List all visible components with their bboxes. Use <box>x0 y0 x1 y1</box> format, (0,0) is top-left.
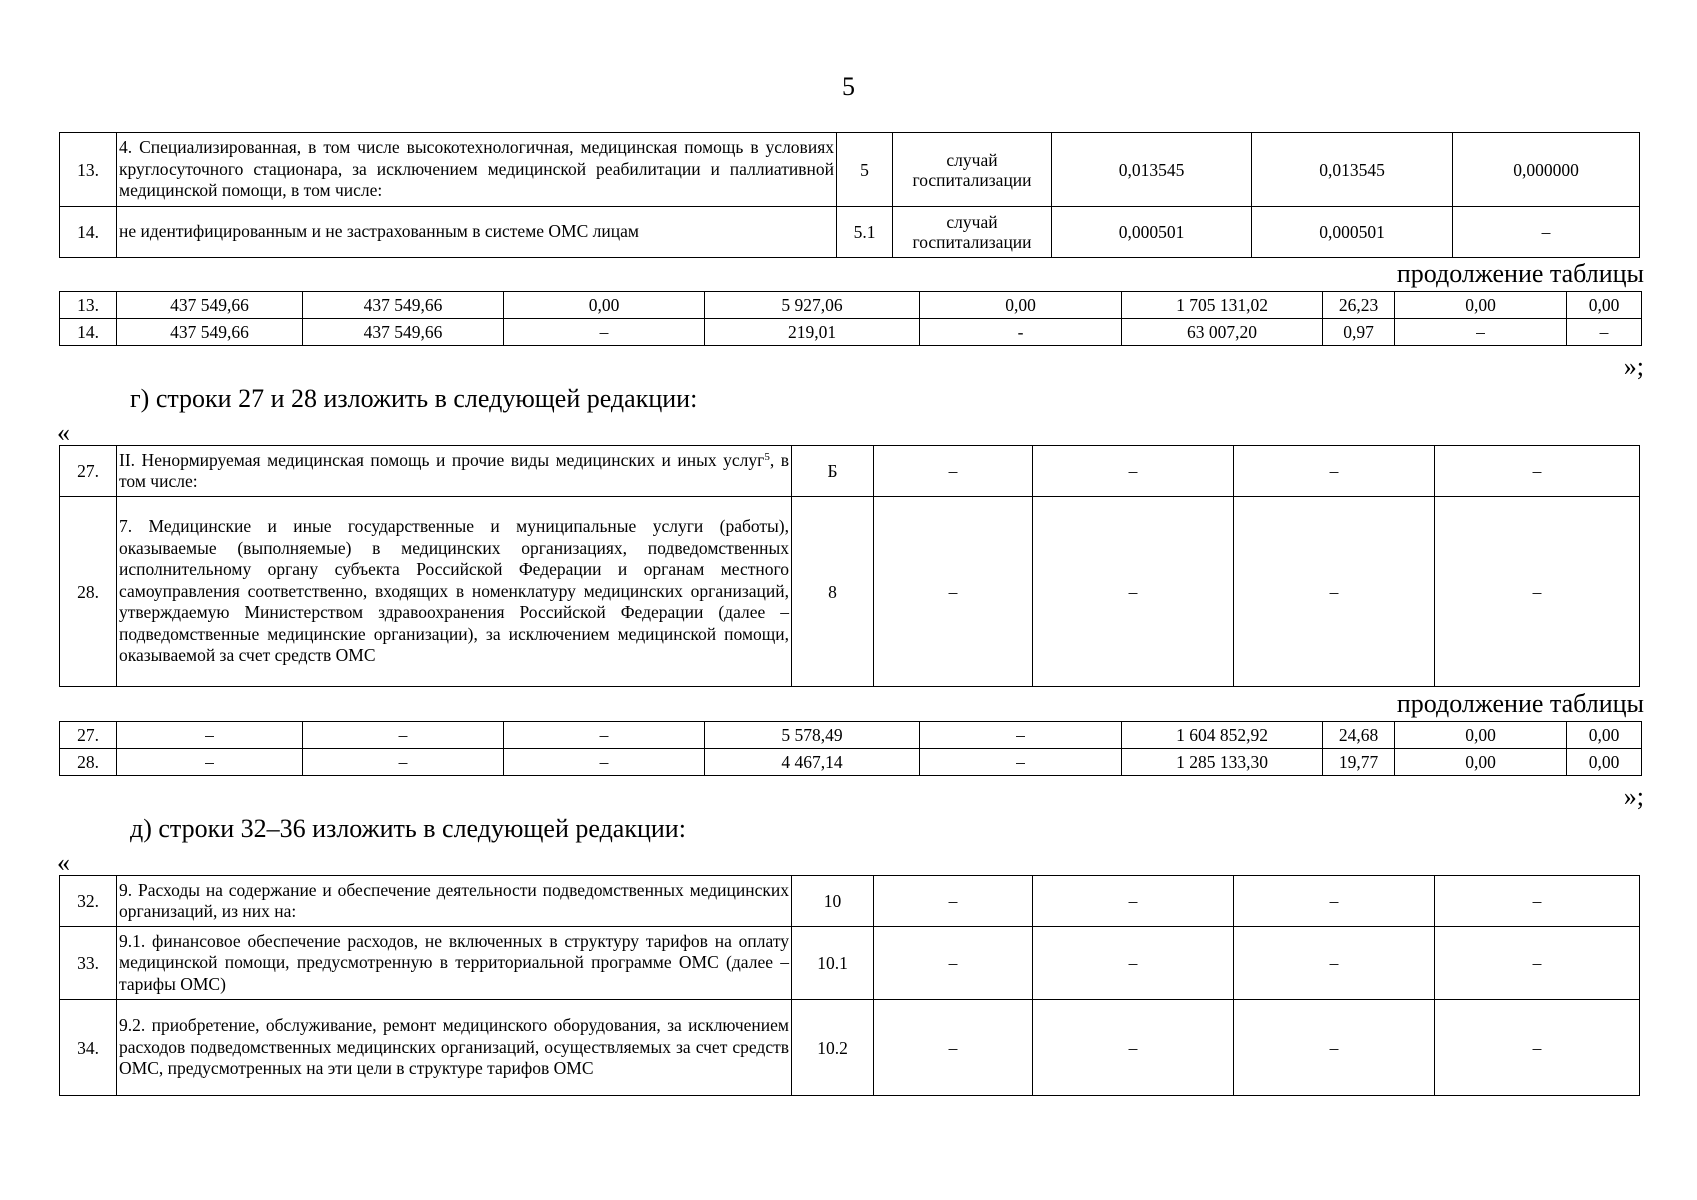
cell: – <box>303 722 504 749</box>
cell: – <box>504 319 705 346</box>
section-heading-d: д) строки 32–36 изложить в следующей редакции: <box>130 814 686 843</box>
row-unit: случай госпитализации <box>893 207 1052 258</box>
cell: – <box>504 722 705 749</box>
cell: – <box>1033 1000 1234 1096</box>
table-row <box>60 497 1640 687</box>
cell: 0,00 <box>1395 749 1567 776</box>
row-code: 5 <box>837 133 893 207</box>
page-number: 5 <box>842 72 855 101</box>
row-number: 27. <box>60 446 117 497</box>
table-row <box>60 749 1642 776</box>
cell: 0,97 <box>1323 319 1395 346</box>
row-unit: случай госпитализации <box>893 133 1052 207</box>
cell: – <box>1435 927 1640 1000</box>
table-rows-13-14 <box>59 132 1640 258</box>
cell: – <box>1033 876 1234 927</box>
row-value: 0,000501 <box>1052 207 1252 258</box>
table-row <box>60 1000 1640 1096</box>
table-rows-27-28 <box>59 445 1640 687</box>
cell: – <box>1567 319 1642 346</box>
cell: – <box>920 722 1122 749</box>
cell: – <box>504 749 705 776</box>
cell: 437 549,66 <box>117 319 303 346</box>
cell: 19,77 <box>1323 749 1395 776</box>
cell: – <box>303 749 504 776</box>
cell: – <box>874 1000 1033 1096</box>
row-code: 5.1 <box>837 207 893 258</box>
row-description: 9.2. приобретение, обслуживание, ремонт медицинского оборудования, за исключением расходов подведомственных медицинских организаций, осуществляемых за счет средств ОМС, предусмотренных на эти цели в структуре тарифов ОМС <box>117 1000 792 1096</box>
row-description: не идентифицированным и не застрахованным в системе ОМС лицам <box>117 207 837 258</box>
cell: – <box>1435 497 1640 687</box>
row-number: 33. <box>60 927 117 1000</box>
table-row <box>60 292 1642 319</box>
row-number: 14. <box>60 207 117 258</box>
table-rows-32-34 <box>59 875 1640 1096</box>
row-number: 13. <box>60 133 117 207</box>
opening-quote: « <box>57 848 70 877</box>
row-code: 10.1 <box>792 927 874 1000</box>
cell: – <box>1033 927 1234 1000</box>
row-value: 0,000000 <box>1453 133 1640 207</box>
row-description: II. Ненормируемая медицинская помощь и прочие виды медицинских и иных услуг$^5$, в том числе: <box>117 446 792 497</box>
cell: 24,68 <box>1323 722 1395 749</box>
cell: 219,01 <box>705 319 920 346</box>
cell: 5 927,06 <box>705 292 920 319</box>
cell: – <box>117 749 303 776</box>
row-number: 27. <box>60 722 117 749</box>
cell: – <box>874 497 1033 687</box>
cell: – <box>1234 497 1435 687</box>
cell: 63 007,20 <box>1122 319 1323 346</box>
row-description: 4. Специализированная, в том числе высокотехнологичная, медицинская помощь в условиях круглосуточного стационара, за исключением медицинской реабилитации и паллиативной медицинской помощи, в том числе: <box>117 133 837 207</box>
table-row <box>60 876 1640 927</box>
cell: 0,00 <box>1395 292 1567 319</box>
cell: - <box>920 319 1122 346</box>
cell: – <box>1234 876 1435 927</box>
row-description: 7. Медицинские и иные государственные и муниципальные услуги (работы), оказываемые (выполняемые) в медицинских организациях, подведомственных исполнительному органу субъекта Российской Федерации и органам местного самоуправления соответственно, входящих в номенклатуру медицинских организаций, утверждаемую Министерством здравоохранения Российской Федерации (далее – подведомственные медицинские организации), за исключением медицинской помощи, оказываемой за счет средств ОМС <box>117 497 792 687</box>
row-code: 10 <box>792 876 874 927</box>
row-number: 28. <box>60 749 117 776</box>
cell: 0,00 <box>920 292 1122 319</box>
row-description: 9. Расходы на содержание и обеспечение деятельности подведомственных медицинских организаций, из них на: <box>117 876 792 927</box>
cell: 0,00 <box>504 292 705 319</box>
cell: – <box>874 876 1033 927</box>
cell: 437 549,66 <box>303 292 504 319</box>
row-code: 10.2 <box>792 1000 874 1096</box>
cell: – <box>874 446 1033 497</box>
cell: – <box>1234 446 1435 497</box>
row-number: 32. <box>60 876 117 927</box>
cell: 0,00 <box>1395 722 1567 749</box>
row-value: 0,013545 <box>1252 133 1453 207</box>
cell: 1 705 131,02 <box>1122 292 1323 319</box>
cell: – <box>1033 446 1234 497</box>
table-row <box>60 722 1642 749</box>
row-number: 34. <box>60 1000 117 1096</box>
section-heading-g: г) строки 27 и 28 изложить в следующей редакции: <box>130 384 698 413</box>
cell: – <box>874 927 1033 1000</box>
cell: – <box>1395 319 1567 346</box>
row-value: – <box>1453 207 1640 258</box>
table-row <box>60 446 1640 497</box>
row-number: 28. <box>60 497 117 687</box>
table-row <box>60 133 1640 207</box>
cell: 0,00 <box>1567 722 1642 749</box>
cell: 1 604 852,92 <box>1122 722 1323 749</box>
cell: – <box>1033 497 1234 687</box>
cell: 26,23 <box>1323 292 1395 319</box>
cell: – <box>1435 446 1640 497</box>
continuation-label: продолжение таблицы <box>1396 689 1644 718</box>
row-value: 0,000501 <box>1252 207 1453 258</box>
cell: 5 578,49 <box>705 722 920 749</box>
continuation-table-rows-13-14 <box>59 291 1642 346</box>
cell: – <box>1234 927 1435 1000</box>
cell: 0,00 <box>1567 292 1642 319</box>
cell: 437 549,66 <box>303 319 504 346</box>
cell: 4 467,14 <box>705 749 920 776</box>
row-number: 14. <box>60 319 117 346</box>
closing-quote: »; <box>1623 352 1644 381</box>
cell: 1 285 133,30 <box>1122 749 1323 776</box>
row-value: 0,013545 <box>1052 133 1252 207</box>
cell: 437 549,66 <box>117 292 303 319</box>
continuation-label: продолжение таблицы <box>1396 259 1644 288</box>
cell: – <box>1435 1000 1640 1096</box>
table-row <box>60 207 1640 258</box>
row-code: Б <box>792 446 874 497</box>
row-number: 13. <box>60 292 117 319</box>
footnote-mark: 5 <box>764 450 770 463</box>
table-row <box>60 927 1640 1000</box>
row-code: 8 <box>792 497 874 687</box>
cell: – <box>920 749 1122 776</box>
cell: 0,00 <box>1567 749 1642 776</box>
opening-quote: « <box>57 418 70 447</box>
cell: – <box>1435 876 1640 927</box>
cell: – <box>1234 1000 1435 1096</box>
table-row <box>60 319 1642 346</box>
closing-quote: »; <box>1623 782 1644 811</box>
row-description: 9.1. финансовое обеспечение расходов, не включенных в структуру тарифов на оплату медицинской помощи, предусмотренную в территориальной программе ОМС (далее – тарифы ОМС) <box>117 927 792 1000</box>
cell: – <box>117 722 303 749</box>
continuation-table-rows-27-28 <box>59 721 1642 776</box>
